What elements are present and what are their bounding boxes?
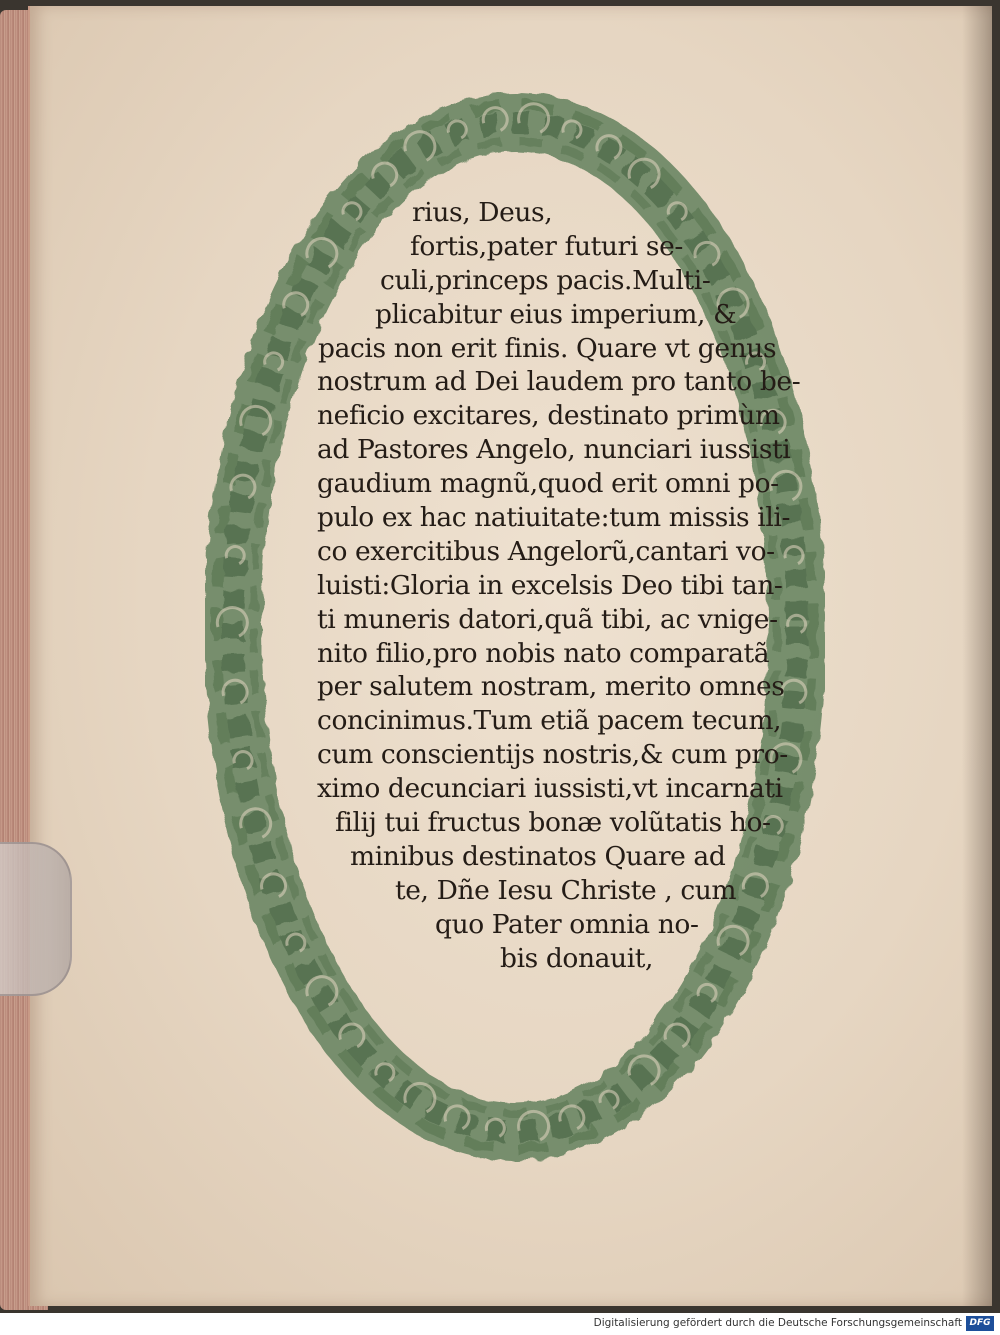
text-line: ti muneris datori,quã tibi, ac vnige- (317, 603, 778, 635)
text-line: concinimus.Tum etiã pacem tecum, (317, 705, 782, 737)
funding-credit: Digitalisierung gefördert durch die Deutsche Forschungsgemeinschaft (593, 1317, 962, 1329)
digitization-footer (0, 1313, 1000, 1335)
text-line: cum conscientijs nostris,& cum pro- (317, 739, 788, 771)
text-line: minibus destinatos Quare ad (350, 840, 726, 872)
text-line: filij tui fructus bonæ volũtatis ho- (335, 807, 771, 839)
text-line: nostrum ad Dei laudem pro tanto be- (317, 366, 801, 398)
text-line: luisti:Gloria in excelsis Deo tibi tan- (317, 569, 783, 601)
page-clip (0, 842, 72, 996)
latin-prayer-text (300, 196, 900, 975)
text-line: nito filio,pro nobis nato comparatã (317, 637, 770, 669)
dfg-logo: DFG (966, 1316, 994, 1331)
text-line: bis donauit, (500, 942, 654, 974)
text-line: te, Dñe Iesu Christe , cum (395, 874, 737, 906)
text-line: gaudium magnũ,quod erit omni po- (317, 468, 779, 500)
text-line: ximo decunciari iussisti,vt incarnati (317, 773, 783, 805)
spine-shadow (962, 6, 992, 1306)
text-line: quo Pater omnia no- (435, 908, 699, 940)
text-line: per salutem nostram, merito omnes (317, 671, 785, 703)
text-line: neficio excitares, destinato primùm (317, 400, 780, 432)
text-line: pacis non erit finis. Quare vt genus (318, 332, 777, 364)
text-line: rius, Deus, (412, 197, 553, 228)
text-line: co exercitibus Angelorũ,cantari vo- (317, 535, 775, 567)
text-line: fortis,pater futuri se- (410, 230, 683, 262)
text-line: culi,princeps pacis.Multi- (380, 264, 711, 296)
text-line: ad Pastores Angelo, nunciari iussisti (317, 434, 791, 466)
text-line: pulo ex hac natiuitate:tum missis ili- (317, 502, 791, 534)
text-line: plicabitur eius imperium, & (375, 298, 737, 330)
